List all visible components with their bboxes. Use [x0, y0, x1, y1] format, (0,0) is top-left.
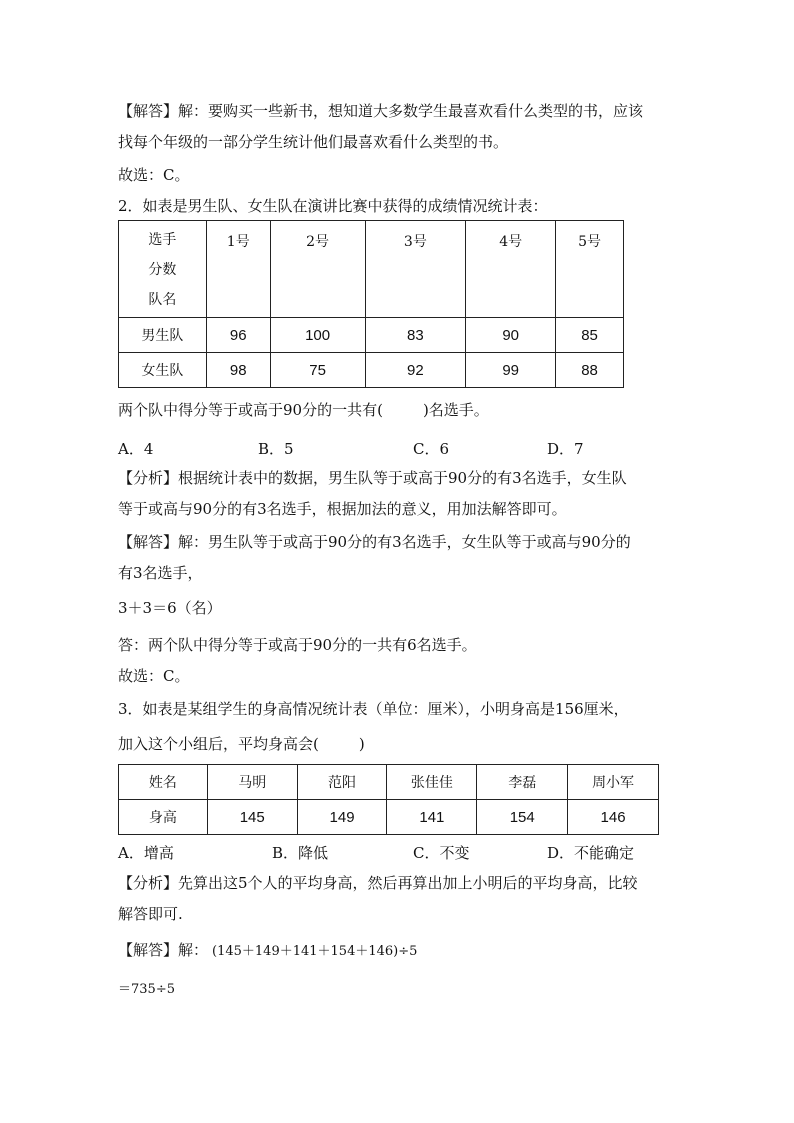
table-cell: 75 [270, 353, 365, 388]
table-cell: 154 [477, 800, 568, 835]
q3-solution-label: 【解答】解： [118, 941, 209, 959]
table-row [119, 800, 659, 835]
q2-score-table [118, 220, 624, 388]
q2-option-d: D．7 [547, 440, 584, 458]
q2-formula: 3＋3＝6（名） [118, 599, 222, 617]
q3-stem-line-1: 3．如表是某组学生的身高情况统计表（单位：厘米），小明身高是156厘米， [118, 700, 629, 718]
row-label: 男生队 [119, 318, 207, 353]
table-header-row [119, 221, 624, 318]
table-row [119, 353, 624, 388]
header-label-team: 队名 [148, 292, 177, 308]
table-cell: 92 [365, 353, 466, 388]
table-cell: 83 [365, 318, 466, 353]
table-cell: 146 [568, 800, 659, 835]
q3-analysis-line-2: 解答即可. [118, 905, 183, 923]
diagonal-header-cell [119, 221, 207, 318]
column-header: 4号 [466, 221, 556, 318]
table-cell: 李磊 [477, 765, 568, 800]
q3-stem-text-pre: 加入这个小组后，平均身高会( [118, 735, 319, 753]
q2-question-text-pre: 两个队中得分等于或高于90分的一共有( [118, 401, 383, 419]
q2-answer: 故选：C。 [118, 667, 190, 685]
q2-analysis-line-2: 等于或高与90分的有3名选手，根据加法的意义，用加法解答即可。 [118, 500, 567, 518]
table-cell: 96 [206, 318, 270, 353]
table-cell: 90 [466, 318, 556, 353]
q3-stem-line-2 [118, 734, 365, 754]
table-cell: 149 [297, 800, 387, 835]
q3-solution-line-2: ＝735÷5 [118, 982, 175, 997]
table-cell: 马明 [207, 765, 297, 800]
row-label: 身高 [119, 800, 208, 835]
q2-option-c: C．6 [413, 440, 450, 458]
q3-option-b: B．降低 [272, 844, 329, 862]
q3-solution-formula: (145＋149＋141＋154＋146)÷5 [212, 944, 418, 959]
column-header: 5号 [556, 221, 624, 318]
q1-solution-line-2: 找每个年级的一部分学生统计他们最喜欢看什么类型的书。 [118, 133, 509, 151]
q3-analysis-line-1: 【分析】先算出这5个人的平均身高，然后再算出加上小明后的平均身高，比较 [118, 874, 638, 892]
table-cell: 范阳 [297, 765, 387, 800]
q2-stem: 2．如表是男生队、女生队在演讲比赛中获得的成绩情况统计表： [118, 197, 548, 215]
q3-height-table [118, 764, 659, 835]
table-cell: 98 [206, 353, 270, 388]
table-cell: 85 [556, 318, 624, 353]
q3-option-c: C．不变 [413, 844, 470, 862]
table-cell: 100 [270, 318, 365, 353]
table-cell: 141 [387, 800, 477, 835]
table-cell: 张佳佳 [387, 765, 477, 800]
q2-reply: 答：两个队中得分等于或高于90分的一共有6名选手。 [118, 636, 477, 654]
header-label-score: 分数 [148, 262, 177, 278]
q2-question [118, 400, 489, 420]
q1-solution-line-1: 【解答】解：要购买一些新书，想知道大多数学生最喜欢看什么类型的书，应该 [118, 102, 644, 120]
column-header: 1号 [206, 221, 270, 318]
table-row [119, 318, 624, 353]
row-label: 姓名 [119, 765, 208, 800]
table-cell: 145 [207, 800, 297, 835]
table-row [119, 765, 659, 800]
q2-analysis-line-1: 【分析】根据统计表中的数据，男生队等于或高于90分的有3名选手，女生队 [118, 469, 627, 487]
column-header: 3号 [365, 221, 466, 318]
row-label: 女生队 [119, 353, 207, 388]
table-cell: 99 [466, 353, 556, 388]
table-cell: 88 [556, 353, 624, 388]
q3-option-a: A．增高 [118, 844, 174, 862]
q2-option-a: A．4 [118, 440, 154, 458]
q2-option-b: B．5 [258, 440, 294, 458]
q2-solution-line-1: 【解答】解：男生队等于或高于90分的有3名选手，女生队等于或高与90分的 [118, 533, 631, 551]
table-cell: 周小军 [568, 765, 659, 800]
q2-question-text-post: )名选手。 [422, 401, 489, 419]
q2-solution-line-2: 有3名选手， [118, 564, 203, 582]
q3-solution-line-1 [118, 940, 417, 962]
q1-answer: 故选：C。 [118, 166, 190, 184]
q3-stem-text-post: ) [358, 735, 365, 753]
header-label-player: 选手 [148, 232, 177, 248]
column-header: 2号 [270, 221, 365, 318]
q3-option-d: D．不能确定 [547, 844, 635, 862]
